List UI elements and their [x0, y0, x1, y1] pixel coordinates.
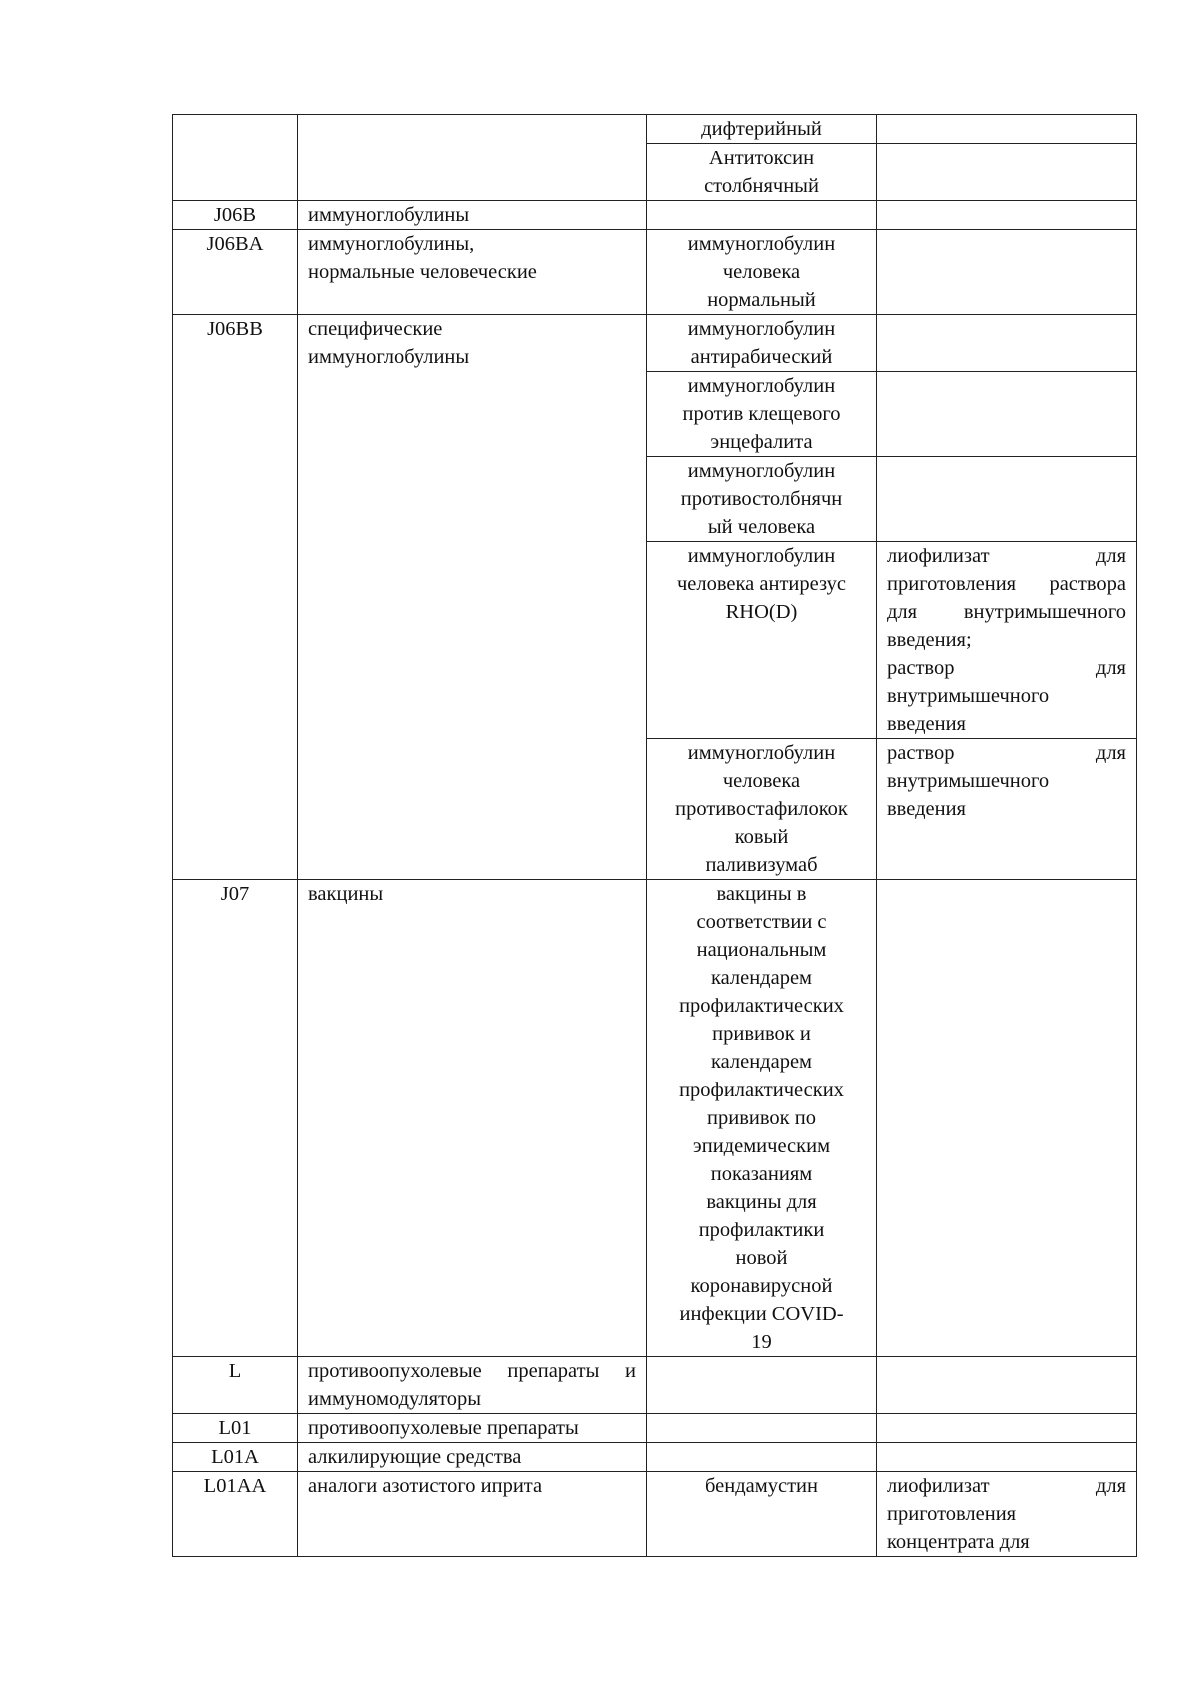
dosage-form-cell	[877, 880, 1137, 1357]
table-row	[173, 315, 1137, 372]
drug-list-table	[172, 114, 1137, 1557]
atc-group-cell: противоопухолевые препараты и иммуномодуляторы	[298, 1357, 647, 1414]
table-row	[173, 1443, 1137, 1472]
atc-group-cell	[298, 115, 647, 201]
drug-name-cell: иммуноглобулин человека нормальный	[647, 230, 877, 315]
drug-name-cell: Антитоксин столбнячный	[647, 144, 877, 201]
dosage-form-cell: лиофилизат для приготовления раствора для внутримышечного введения; раствор для внутримышечного введения	[877, 542, 1137, 739]
dosage-form-cell: раствор для внутримышечного введения	[877, 739, 1137, 880]
dosage-form-cell	[877, 115, 1137, 144]
drug-name-cell: иммуноглобулин противостолбнячн ый человека	[647, 457, 877, 542]
dosage-form-cell: лиофилизат для приготовления концентрата для	[877, 1472, 1137, 1557]
dosage-form-cell	[877, 1443, 1137, 1472]
dosage-form-cell	[877, 315, 1137, 372]
dosage-form-cell	[877, 1414, 1137, 1443]
dosage-form-cell	[877, 144, 1137, 201]
atc-code-cell: J06BB	[173, 315, 298, 880]
table-row	[173, 880, 1137, 1357]
atc-code-cell: L01AA	[173, 1472, 298, 1557]
table-row	[173, 230, 1137, 315]
atc-code-cell	[173, 115, 298, 201]
atc-group-cell: противоопухолевые препараты	[298, 1414, 647, 1443]
atc-code-cell: J06B	[173, 201, 298, 230]
atc-group-cell: иммуноглобулины	[298, 201, 647, 230]
dosage-form-cell	[877, 201, 1137, 230]
table-row	[173, 1414, 1137, 1443]
drug-name-cell: иммуноглобулин против клещевого энцефалита	[647, 372, 877, 457]
drug-name-cell: иммуноглобулин антирабический	[647, 315, 877, 372]
atc-group-cell: иммуноглобулины, нормальные человеческие	[298, 230, 647, 315]
drug-name-cell: вакцины в соответствии с национальным календарем профилактических прививок и календарем профилактических прививок по эпидемическим показаниям вакцины для профилактики новой коронавирусной инфекции COVID- 19	[647, 880, 877, 1357]
atc-code-cell: J06BA	[173, 230, 298, 315]
drug-name-cell: иммуноглобулин человека противостафилокок ковый паливизумаб	[647, 739, 877, 880]
dosage-form-cell	[877, 457, 1137, 542]
drug-name-cell	[647, 201, 877, 230]
drug-name-cell	[647, 1357, 877, 1414]
dosage-form-cell	[877, 372, 1137, 457]
atc-code-cell: L01	[173, 1414, 298, 1443]
atc-code-cell: L01A	[173, 1443, 298, 1472]
atc-group-cell: специфические иммуноглобулины	[298, 315, 647, 880]
atc-group-cell: вакцины	[298, 880, 647, 1357]
atc-code-cell: L	[173, 1357, 298, 1414]
drug-name-cell: бендамустин	[647, 1472, 877, 1557]
atc-group-cell: алкилирующие средства	[298, 1443, 647, 1472]
atc-group-cell: аналоги азотистого иприта	[298, 1472, 647, 1557]
table-row	[173, 1357, 1137, 1414]
table-row	[173, 201, 1137, 230]
dosage-form-cell	[877, 1357, 1137, 1414]
drug-name-cell: дифтерийный	[647, 115, 877, 144]
dosage-form-cell	[877, 230, 1137, 315]
table-row	[173, 1472, 1137, 1557]
drug-name-cell	[647, 1443, 877, 1472]
drug-name-cell	[647, 1414, 877, 1443]
table-row	[173, 115, 1137, 144]
atc-code-cell: J07	[173, 880, 298, 1357]
drug-name-cell: иммуноглобулин человека антирезус RHO(D)	[647, 542, 877, 739]
